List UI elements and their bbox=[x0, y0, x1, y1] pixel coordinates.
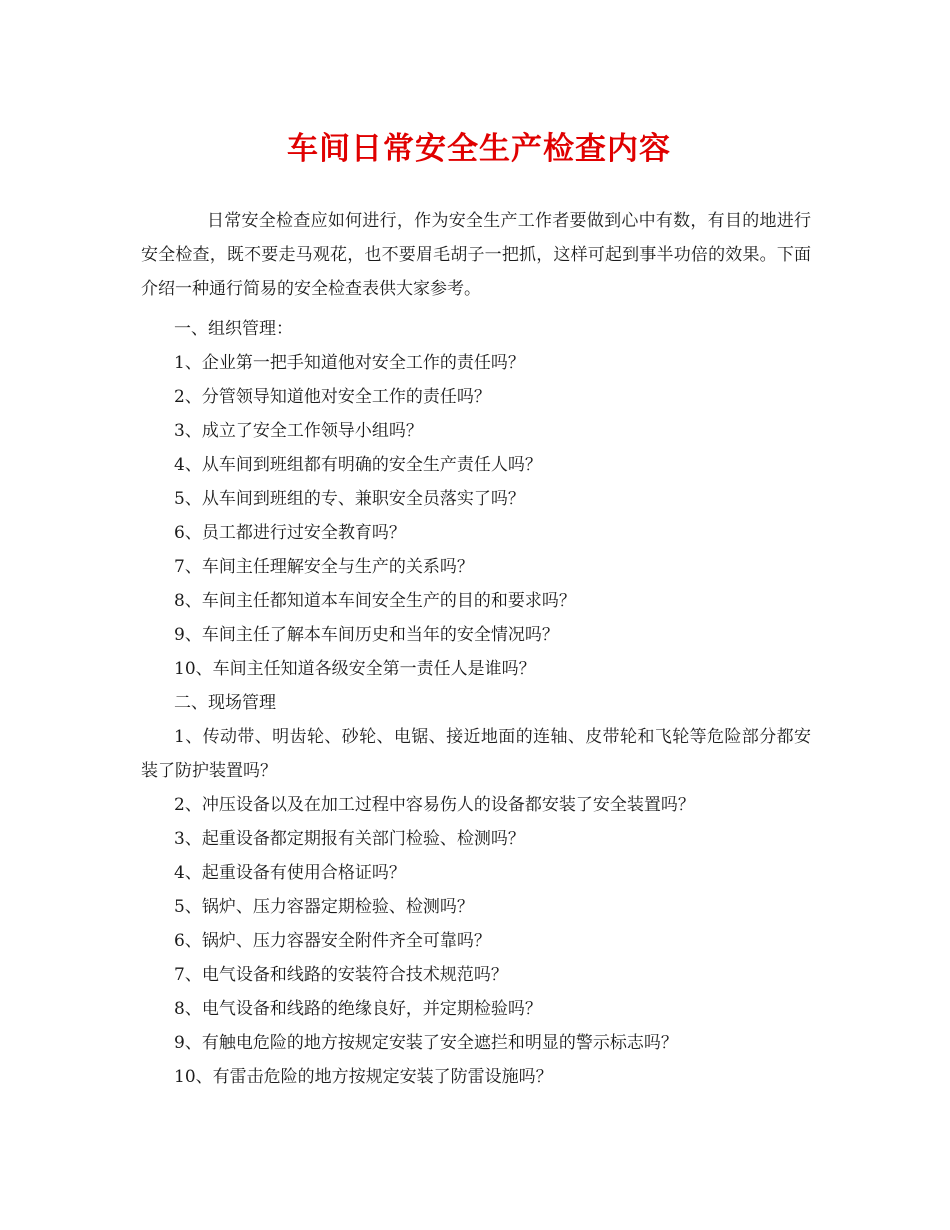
list-item: 9、车间主任了解本车间历史和当年的安全情况吗？ bbox=[174, 625, 559, 645]
list-item: 2、冲压设备以及在加工过程中容易伤人的设备都安装了安全装置吗？ bbox=[174, 795, 695, 815]
list-item: 5、从车间到班组的专、兼职安全员落实了吗？ bbox=[174, 489, 525, 509]
section-heading-site: 二、现场管理 bbox=[174, 693, 276, 713]
list-item: 4、从车间到班组都有明确的安全生产责任人吗？ bbox=[174, 455, 542, 475]
list-item: 6、锅炉、压力容器安全附件齐全可靠吗？ bbox=[174, 931, 491, 951]
list-item: 9、有触电危险的地方按规定安装了安全遮拦和明显的警示标志吗？ bbox=[174, 1033, 678, 1053]
checklist bbox=[141, 312, 811, 1094]
list-item: 1、企业第一把手知道他对安全工作的责任吗？ bbox=[174, 353, 525, 373]
list-item: 8、车间主任都知道本车间安全生产的目的和要求吗？ bbox=[174, 591, 576, 611]
document-title: 车间日常安全生产检查内容 bbox=[287, 131, 671, 167]
list-item: 7、电气设备和线路的安装符合技术规范吗？ bbox=[174, 965, 508, 985]
list-item: 3、起重设备都定期报有关部门检验、检测吗？ bbox=[174, 829, 525, 849]
list-item: 1、传动带、明齿轮、砂轮、电锯、接近地面的连轴、皮带轮和飞轮等危险部分都安装了防护装置吗？ bbox=[141, 727, 811, 781]
list-item: 7、车间主任理解安全与生产的关系吗？ bbox=[174, 557, 474, 577]
list-item: 3、成立了安全工作领导小组吗？ bbox=[174, 421, 423, 441]
list-item: 10、有雷击危险的地方按规定安装了防雷设施吗？ bbox=[174, 1067, 553, 1087]
list-item: 8、电气设备和线路的绝缘良好，并定期检验吗？ bbox=[174, 999, 542, 1019]
section-heading-organization: 一、组织管理： bbox=[174, 319, 293, 339]
list-item: 5、锅炉、压力容器定期检验、检测吗？ bbox=[174, 897, 474, 917]
list-item: 6、员工都进行过安全教育吗？ bbox=[174, 523, 406, 543]
intro-paragraph: 日常安全检查应如何进行，作为安全生产工作者要做到心中有数，有目的地进行安全检查，既不要走马观花，也不要眉毛胡子一把抓，这样可起到事半功倍的效果。下面介绍一种通行简易的安全检查表供大家参考。 bbox=[141, 211, 811, 299]
list-item: 4、起重设备有使用合格证吗？ bbox=[174, 863, 406, 883]
list-item: 10、车间主任知道各级安全第一责任人是谁吗？ bbox=[174, 659, 536, 679]
list-item: 2、分管领导知道他对安全工作的责任吗？ bbox=[174, 387, 491, 407]
